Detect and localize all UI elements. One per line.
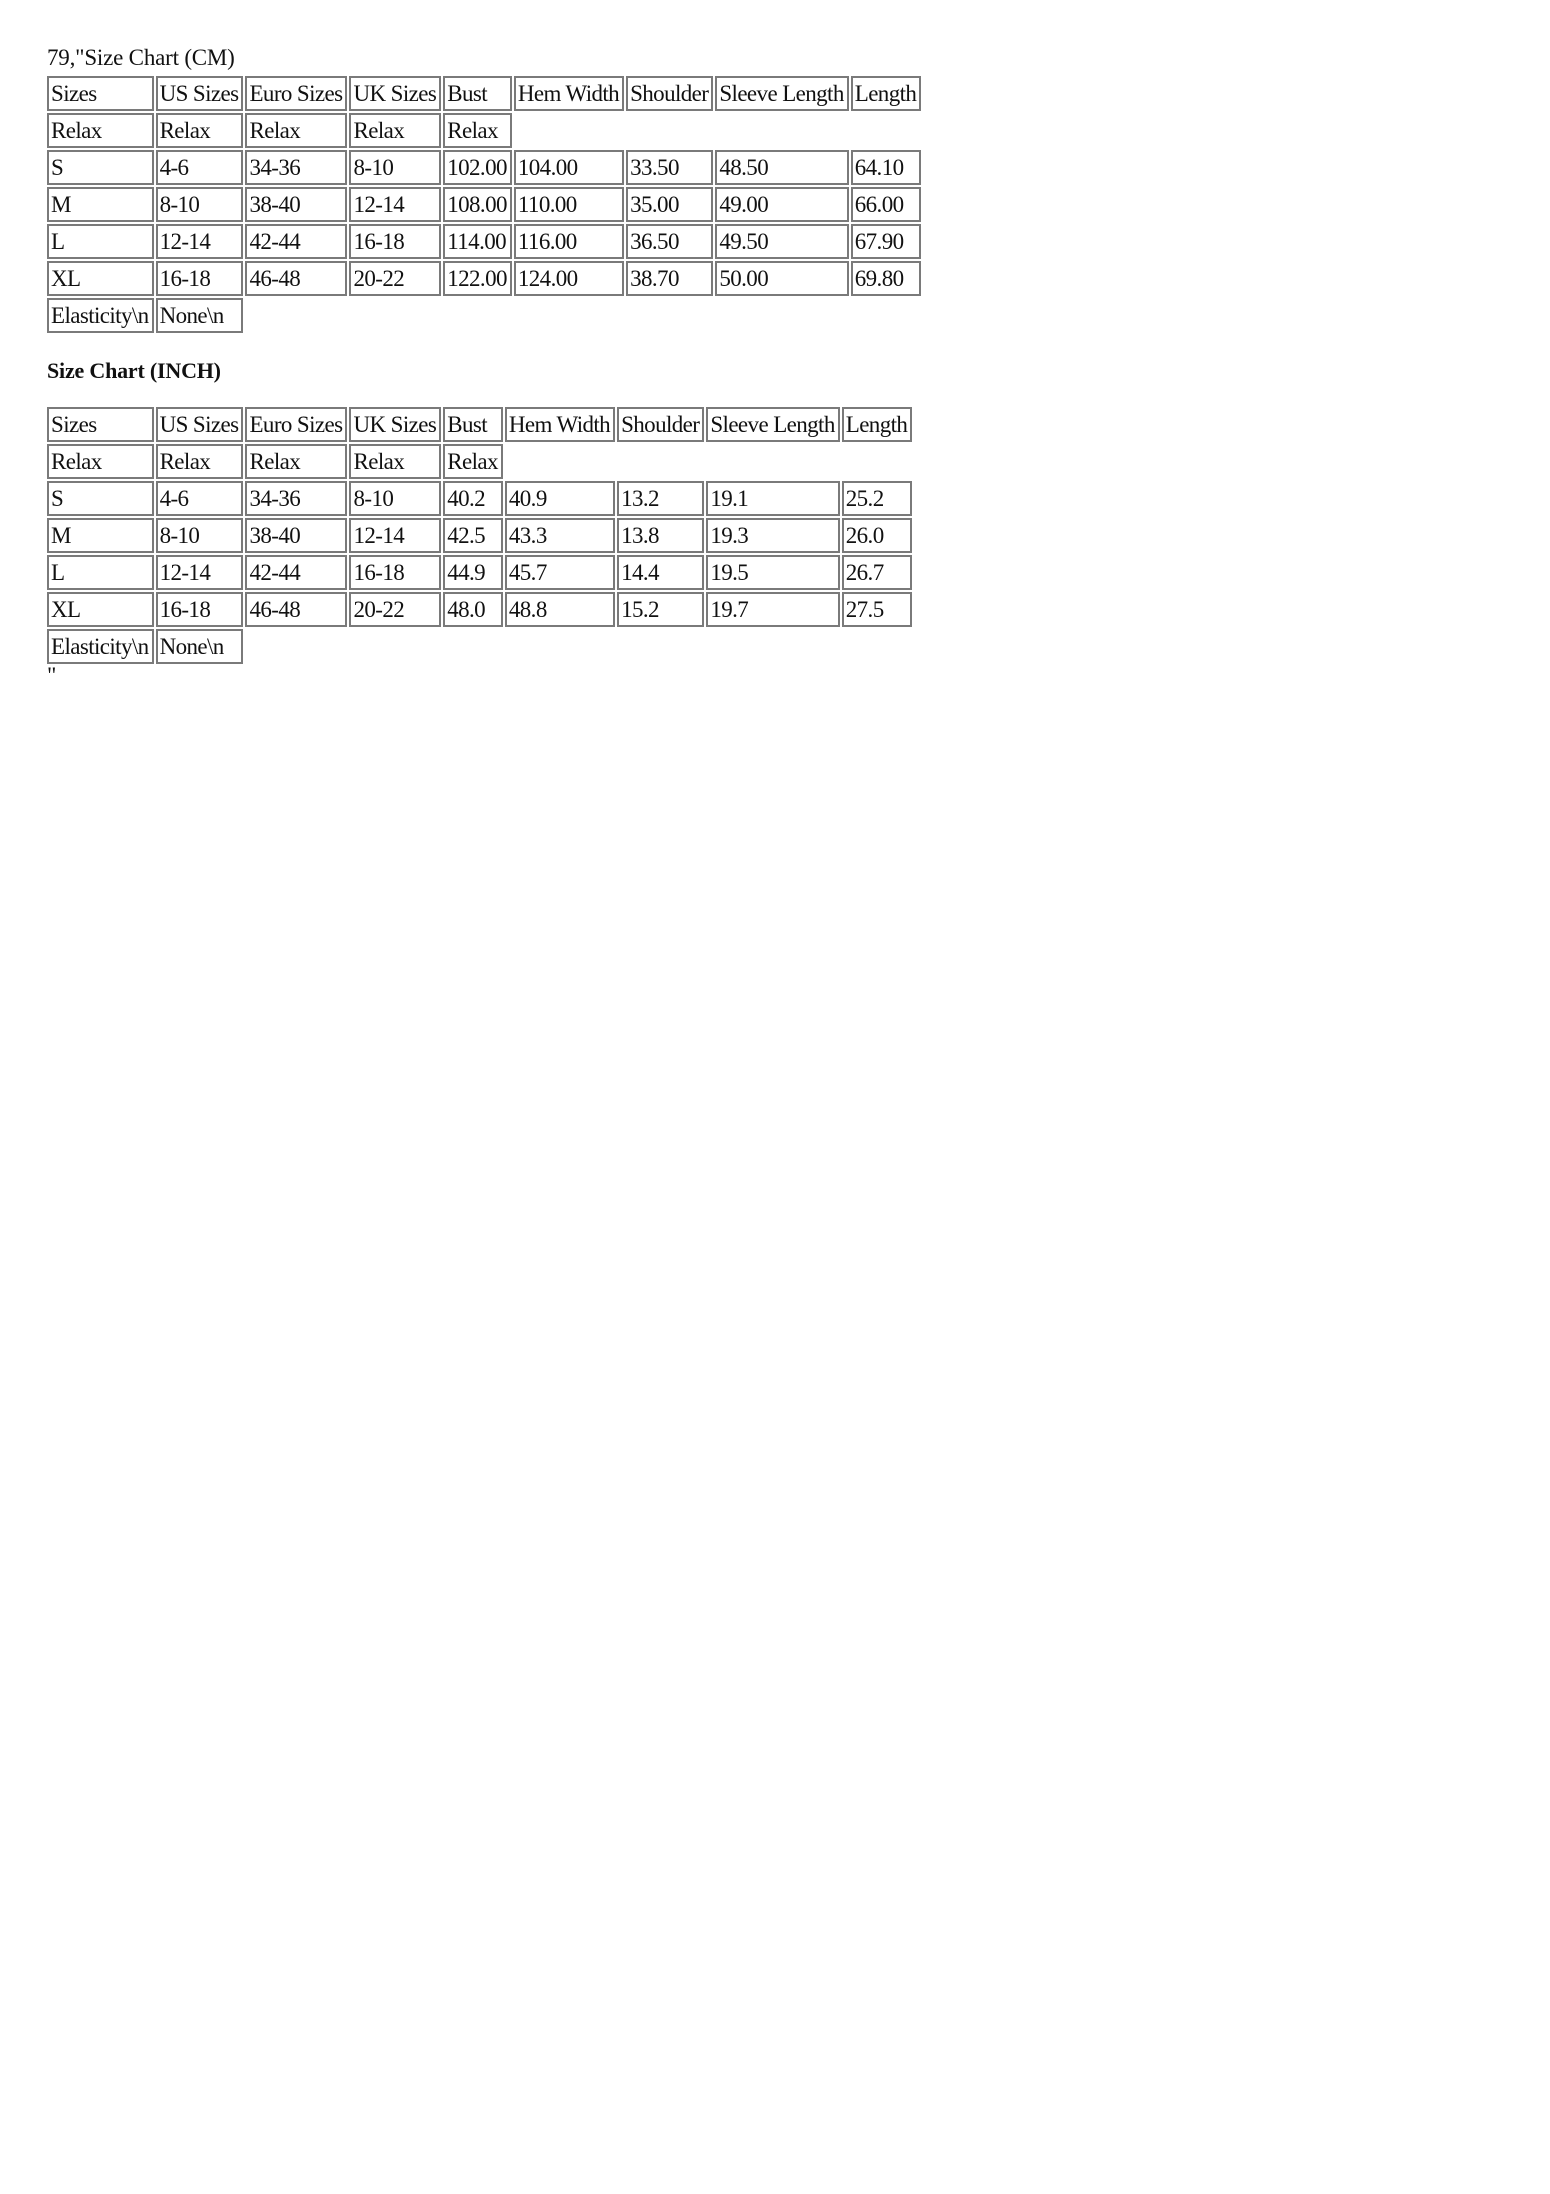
table-cell: 104.00 bbox=[514, 150, 624, 185]
empty-cell bbox=[443, 629, 503, 664]
table-cell: 4-6 bbox=[156, 150, 244, 185]
table-cell: 38-40 bbox=[245, 518, 347, 553]
table-cell: 42-44 bbox=[245, 224, 347, 259]
table-cell: 66.00 bbox=[851, 187, 922, 222]
table-cell: Bust bbox=[443, 76, 512, 111]
table-cell: Hem Width bbox=[514, 76, 624, 111]
table-cell: 14.4 bbox=[617, 555, 704, 590]
table-cell: UK Sizes bbox=[349, 76, 441, 111]
table-cell: 8-10 bbox=[156, 187, 244, 222]
table-cell: Sleeve Length bbox=[715, 76, 848, 111]
table-cell: Elasticity\n bbox=[47, 629, 154, 664]
table-cell: 38-40 bbox=[245, 187, 347, 222]
cm-chart-heading: 79,"Size Chart (CM) bbox=[47, 45, 235, 70]
table-cell: None\n bbox=[156, 629, 244, 664]
table-cell: Relax bbox=[245, 444, 347, 479]
table-header-row bbox=[47, 407, 912, 442]
table-cell: 108.00 bbox=[443, 187, 512, 222]
table-cell: Length bbox=[851, 76, 922, 111]
table-cell: Length bbox=[842, 407, 913, 442]
table-cell: Relax bbox=[47, 113, 154, 148]
table-cell: 44.9 bbox=[443, 555, 503, 590]
table-cell: 48.8 bbox=[505, 592, 615, 627]
table-cell: XL bbox=[47, 261, 154, 296]
table-cell: 102.00 bbox=[443, 150, 512, 185]
empty-cell bbox=[245, 298, 347, 333]
table-cell: 40.2 bbox=[443, 481, 503, 516]
table-cell: Shoulder bbox=[626, 76, 713, 111]
table-cell: 48.0 bbox=[443, 592, 503, 627]
table-cell: US Sizes bbox=[156, 76, 244, 111]
table-cell: 43.3 bbox=[505, 518, 615, 553]
table-elasticity-row bbox=[47, 298, 921, 333]
table-row bbox=[47, 518, 912, 553]
table-cell: 16-18 bbox=[156, 592, 244, 627]
empty-cell bbox=[626, 298, 713, 333]
table-cell: 49.00 bbox=[715, 187, 848, 222]
table-cell: S bbox=[47, 481, 154, 516]
table-cell: 13.8 bbox=[617, 518, 704, 553]
table-cell: 34-36 bbox=[245, 150, 347, 185]
empty-cell bbox=[349, 298, 441, 333]
table-cell: Elasticity\n bbox=[47, 298, 154, 333]
table-cell: 69.80 bbox=[851, 261, 922, 296]
table-cell: 110.00 bbox=[514, 187, 624, 222]
empty-cell bbox=[842, 444, 913, 479]
table-cell: Relax bbox=[156, 444, 244, 479]
table-cell: 12-14 bbox=[156, 224, 244, 259]
table-cell: 50.00 bbox=[715, 261, 848, 296]
table-cell: 12-14 bbox=[349, 518, 441, 553]
table-cell: 16-18 bbox=[349, 224, 441, 259]
empty-cell bbox=[626, 113, 713, 148]
empty-cell bbox=[514, 113, 624, 148]
table-cell: M bbox=[47, 518, 154, 553]
table-cell: 13.2 bbox=[617, 481, 704, 516]
table-cell: M bbox=[47, 187, 154, 222]
empty-cell bbox=[715, 298, 848, 333]
table-cell: 33.50 bbox=[626, 150, 713, 185]
table-cell: Relax bbox=[349, 113, 441, 148]
table-cell: 19.3 bbox=[706, 518, 839, 553]
document bbox=[47, 44, 923, 686]
table-header-row bbox=[47, 76, 921, 111]
table-row bbox=[47, 481, 912, 516]
table-cell: 122.00 bbox=[443, 261, 512, 296]
table-cell: 16-18 bbox=[156, 261, 244, 296]
table-cell: L bbox=[47, 224, 154, 259]
empty-cell bbox=[851, 113, 922, 148]
table-row bbox=[47, 224, 921, 259]
table-cell: Sleeve Length bbox=[706, 407, 839, 442]
table-cell: 114.00 bbox=[443, 224, 512, 259]
inch-size-table-body bbox=[47, 407, 912, 664]
table-cell: Sizes bbox=[47, 407, 154, 442]
empty-cell bbox=[443, 298, 512, 333]
table-cell: 26.0 bbox=[842, 518, 913, 553]
table-cell: 48.50 bbox=[715, 150, 848, 185]
empty-cell bbox=[349, 629, 441, 664]
table-cell: Relax bbox=[156, 113, 244, 148]
table-cell: 67.90 bbox=[851, 224, 922, 259]
table-cell: 19.7 bbox=[706, 592, 839, 627]
table-cell: 15.2 bbox=[617, 592, 704, 627]
table-cell: 19.1 bbox=[706, 481, 839, 516]
table-cell: 20-22 bbox=[349, 592, 441, 627]
table-row bbox=[47, 187, 921, 222]
table-cell: None\n bbox=[156, 298, 244, 333]
table-cell: XL bbox=[47, 592, 154, 627]
inch-size-table bbox=[45, 405, 914, 666]
table-cell: 26.7 bbox=[842, 555, 913, 590]
table-cell: Relax bbox=[349, 444, 441, 479]
table-cell: 8-10 bbox=[349, 150, 441, 185]
table-cell: 16-18 bbox=[349, 555, 441, 590]
cm-size-table bbox=[45, 74, 923, 335]
table-row bbox=[47, 592, 912, 627]
table-cell: 8-10 bbox=[349, 481, 441, 516]
table-cell: 124.00 bbox=[514, 261, 624, 296]
table-relax-row bbox=[47, 444, 912, 479]
table-cell: 46-48 bbox=[245, 592, 347, 627]
table-cell: Hem Width bbox=[505, 407, 615, 442]
table-cell: 42.5 bbox=[443, 518, 503, 553]
empty-cell bbox=[617, 444, 704, 479]
table-cell: UK Sizes bbox=[349, 407, 441, 442]
table-row bbox=[47, 261, 921, 296]
table-cell: US Sizes bbox=[156, 407, 244, 442]
empty-cell bbox=[851, 298, 922, 333]
table-cell: Relax bbox=[245, 113, 347, 148]
empty-cell bbox=[706, 629, 839, 664]
table-cell: Sizes bbox=[47, 76, 154, 111]
table-cell: 36.50 bbox=[626, 224, 713, 259]
table-cell: Euro Sizes bbox=[245, 407, 347, 442]
table-cell: Shoulder bbox=[617, 407, 704, 442]
table-cell: 4-6 bbox=[156, 481, 244, 516]
empty-cell bbox=[514, 298, 624, 333]
table-cell: 20-22 bbox=[349, 261, 441, 296]
table-cell: 45.7 bbox=[505, 555, 615, 590]
table-cell: Bust bbox=[443, 407, 503, 442]
table-cell: 46-48 bbox=[245, 261, 347, 296]
table-relax-row bbox=[47, 113, 921, 148]
table-cell: Relax bbox=[443, 444, 503, 479]
table-cell: Relax bbox=[443, 113, 512, 148]
table-cell: 116.00 bbox=[514, 224, 624, 259]
closing-quote: " bbox=[47, 663, 57, 688]
table-cell: 40.9 bbox=[505, 481, 615, 516]
table-cell: 38.70 bbox=[626, 261, 713, 296]
cm-size-table-body bbox=[47, 76, 921, 333]
table-cell: 49.50 bbox=[715, 224, 848, 259]
table-row bbox=[47, 150, 921, 185]
table-cell: 12-14 bbox=[156, 555, 244, 590]
table-cell: 42-44 bbox=[245, 555, 347, 590]
table-cell: Euro Sizes bbox=[245, 76, 347, 111]
table-cell: 35.00 bbox=[626, 187, 713, 222]
empty-cell bbox=[715, 113, 848, 148]
inch-chart-heading: Size Chart (INCH) bbox=[47, 358, 221, 383]
empty-cell bbox=[505, 444, 615, 479]
table-cell: 12-14 bbox=[349, 187, 441, 222]
table-cell: Relax bbox=[47, 444, 154, 479]
table-cell: S bbox=[47, 150, 154, 185]
empty-cell bbox=[617, 629, 704, 664]
table-elasticity-row bbox=[47, 629, 912, 664]
table-cell: 8-10 bbox=[156, 518, 244, 553]
table-cell: 64.10 bbox=[851, 150, 922, 185]
table-cell: 27.5 bbox=[842, 592, 913, 627]
table-row bbox=[47, 555, 912, 590]
empty-cell bbox=[505, 629, 615, 664]
empty-cell bbox=[706, 444, 839, 479]
table-cell: 25.2 bbox=[842, 481, 913, 516]
empty-cell bbox=[245, 629, 347, 664]
empty-cell bbox=[842, 629, 913, 664]
table-cell: 19.5 bbox=[706, 555, 839, 590]
table-cell: L bbox=[47, 555, 154, 590]
table-cell: 34-36 bbox=[245, 481, 347, 516]
